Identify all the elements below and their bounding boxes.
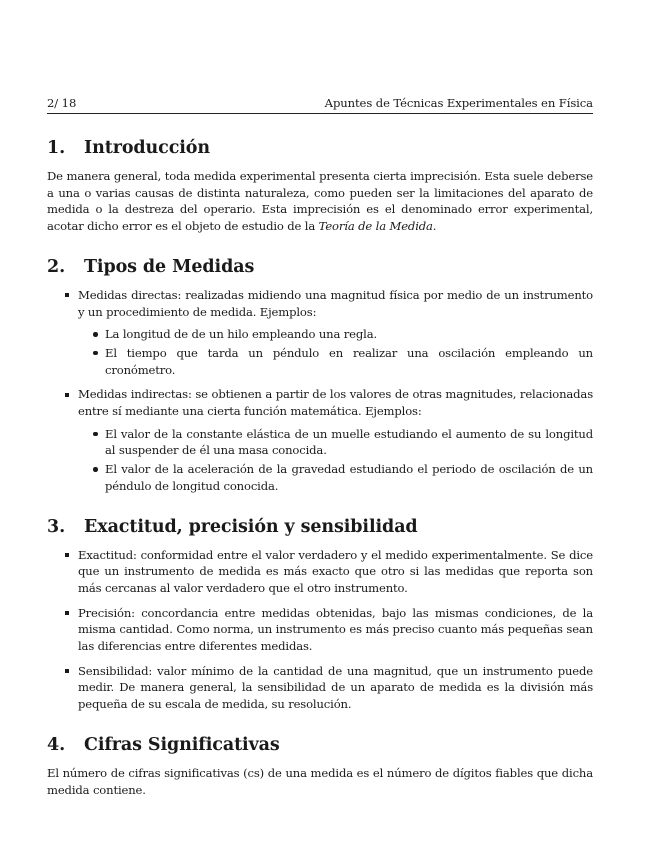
section-heading [47, 138, 593, 158]
document-page [47, 96, 593, 798]
section-heading [47, 257, 593, 277]
list-item-exactitud: Exactitud: conformidad entre el valor verdadero y el medido experimentalmente. Se dice que un instrumento de medida es más exacto que otro si las medidas que reporta son más cercanas al valor verdadero que el otro instrumento. [47, 547, 593, 597]
example-item: La longitud de de un hilo empleando una regla. [78, 326, 593, 343]
section-number: 3. [47, 516, 66, 537]
section-title: Tipos de Medidas [84, 256, 255, 277]
examples-list [78, 426, 593, 495]
section-number: 1. [47, 138, 66, 158]
examples-list [78, 326, 593, 378]
page-number: 2/ 18 [47, 96, 77, 110]
section-heading [47, 735, 593, 755]
section-title: Exactitud, precisión y sensibilidad [84, 516, 418, 537]
running-header [47, 96, 593, 114]
list-item-medidas-directas [47, 287, 593, 379]
document-title: Apuntes de Técnicas Experimentales en Física [324, 96, 593, 110]
section-title: Introducción [84, 138, 210, 158]
intro-text: De manera general, toda medida experimental presenta cierta imprecisión. Esta suele deberse a una o varias causas de distinta naturaleza, como pueden ser la limitaciones del aparato de medida o la destreza del operario. Esta imprecisión es el denominado error experimental, acotar dicho error es el objeto de estudio de la [47, 169, 593, 234]
section-tipos-de-medidas [47, 257, 593, 495]
measure-types-list [47, 287, 593, 495]
section-cifras-significativas [47, 735, 593, 798]
cifras-paragraph: El número de cifras significativas (cs) de una medida es el número de dígitos fiables que dicha medida contiene. [47, 765, 593, 797]
section-number: 4. [47, 734, 66, 755]
definitions-list [47, 547, 593, 713]
intro-text-end: . [432, 219, 437, 234]
section-title: Cifras Significativas [84, 734, 280, 755]
list-item-medidas-indirectas [47, 386, 593, 494]
list-item-sensibilidad: Sensibilidad: valor mínimo de la cantidad de una magnitud, que un instrumento puede medir. De manera general, la sensibilidad de un aparato de medida es la división más pequeña de su escala de medida, su resolución. [47, 663, 593, 713]
list-item-precision: Precisión: concordancia entre medidas obtenidas, bajo las mismas condiciones, de la misma cantidad. Como norma, un instrumento es más preciso cuanto más pequeñas sean las diferencias entre diferentes medidas. [47, 605, 593, 655]
section-exactitud-precision-sensibilidad [47, 517, 593, 713]
example-item: El valor de la aceleración de la gravedad estudiando el periodo de oscilación de un péndulo de longitud conocida. [78, 461, 593, 494]
section-introduccion [47, 138, 593, 235]
list-item-text: Medidas indirectas: se obtienen a partir de los valores de otras magnitudes, relacionadas entre sí mediante una cierta función matemática. Ejemplos: [78, 387, 593, 419]
intro-paragraph [47, 168, 593, 235]
section-heading [47, 517, 593, 537]
intro-emphasis: Teoría de la Medida [318, 219, 433, 234]
section-number: 2. [47, 256, 66, 277]
example-item: El tiempo que tarda un péndulo en realizar una oscilación empleando un cronómetro. [78, 345, 593, 378]
example-item: El valor de la constante elástica de un muelle estudiando el aumento de su longitud al suspender de él una masa conocida. [78, 426, 593, 459]
list-item-text: Medidas directas: realizadas midiendo una magnitud física por medio de un instrumento y un procedimiento de medida. Ejemplos: [78, 287, 593, 319]
